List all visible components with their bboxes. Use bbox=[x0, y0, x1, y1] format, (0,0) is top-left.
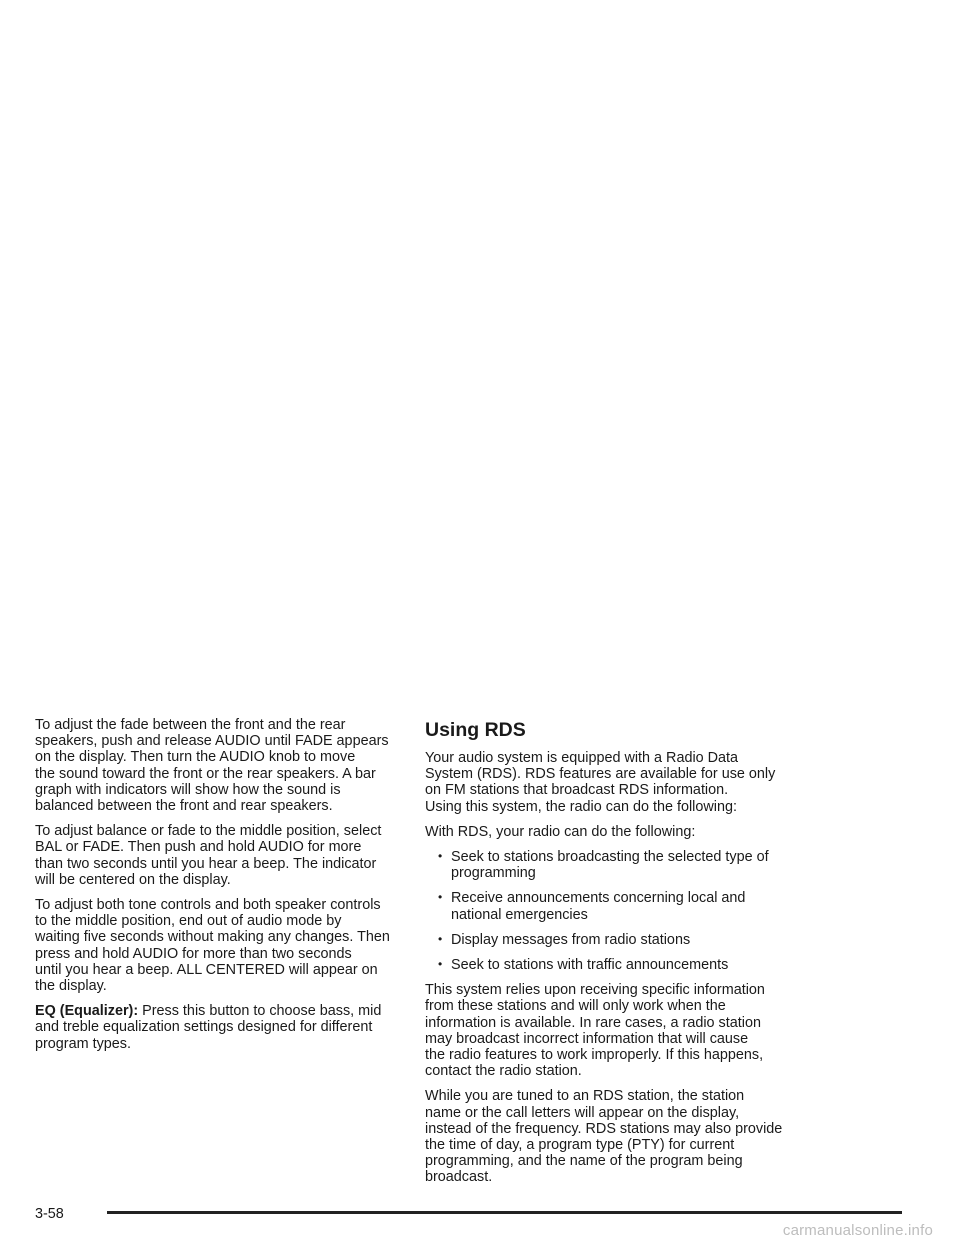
footer-rule bbox=[107, 1211, 902, 1214]
bullet-icon: • bbox=[438, 849, 443, 864]
fade-paragraph: To adjust the fade between the front and the rear speakers, push and release AUDIO until FADE appears on the display. Then turn the AUDIO knob to move the sound toward the front or the rear speakers. A bar graph with indicators will show how the sound is balanced between the front and rear speakers. bbox=[35, 717, 389, 815]
list-item bbox=[425, 932, 790, 948]
rds-reliance-paragraph: This system relies upon receiving specific information from these stations and will only work when the information is available. In rare cases, a radio station may broadcast incorrect information that will cause the radio features to work improperly. If this happens, contact the radio station. bbox=[425, 982, 765, 1080]
list-item-text: Seek to stations broadcasting the selected type of programming bbox=[451, 849, 769, 882]
list-item-text: Receive announcements concerning local and national emergencies bbox=[451, 890, 746, 923]
eq-label: EQ (Equalizer): bbox=[35, 1003, 139, 1020]
rds-display-paragraph: While you are tuned to an RDS station, the station name or the call letters will appear on the display, instead of the frequency. RDS stations may also provide the time of day, a program type (PTY) for current programming, and the name of the program being broadcast. bbox=[425, 1088, 783, 1186]
bullet-icon: • bbox=[438, 957, 443, 972]
left-column bbox=[35, 717, 395, 1061]
eq-text: Press this button to choose bass, mid and treble equalization settings designed for different program types. bbox=[35, 1003, 382, 1052]
watermark-text: carmanualsonline.info bbox=[782, 1222, 933, 1239]
rds-feature-list bbox=[425, 849, 790, 973]
eq-paragraph bbox=[35, 1003, 395, 1052]
bullet-icon: • bbox=[438, 931, 443, 946]
right-column bbox=[425, 717, 790, 1195]
reset-paragraph: To adjust both tone controls and both speaker controls to the middle position, end out of audio mode by waiting five seconds without making any changes. Then press and hold AUDIO for more than two seconds until you hear a beep. ALL CENTERED will appear on the display. bbox=[35, 897, 390, 995]
page-number: 3-58 bbox=[35, 1206, 64, 1222]
list-item-text: Seek to stations with traffic announcements bbox=[451, 957, 729, 974]
center-paragraph: To adjust balance or fade to the middle position, select BAL or FADE. Then push and hold AUDIO for more than two seconds until you hear a beep. The indicator will be centered on the display. bbox=[35, 823, 382, 888]
list-item-text: Display messages from radio stations bbox=[451, 931, 691, 948]
list-item bbox=[425, 890, 790, 922]
list-item bbox=[425, 849, 790, 881]
list-item bbox=[425, 957, 790, 973]
section-heading: Using RDS bbox=[425, 719, 526, 741]
bullet-icon: • bbox=[438, 890, 443, 905]
rds-intro-paragraph: Your audio system is equipped with a Radio Data System (RDS). RDS features are available for use only on FM stations that broadcast RDS information. Using this system, the radio can do the following: bbox=[425, 750, 776, 815]
rds-list-intro: With RDS, your radio can do the following: bbox=[425, 823, 696, 840]
